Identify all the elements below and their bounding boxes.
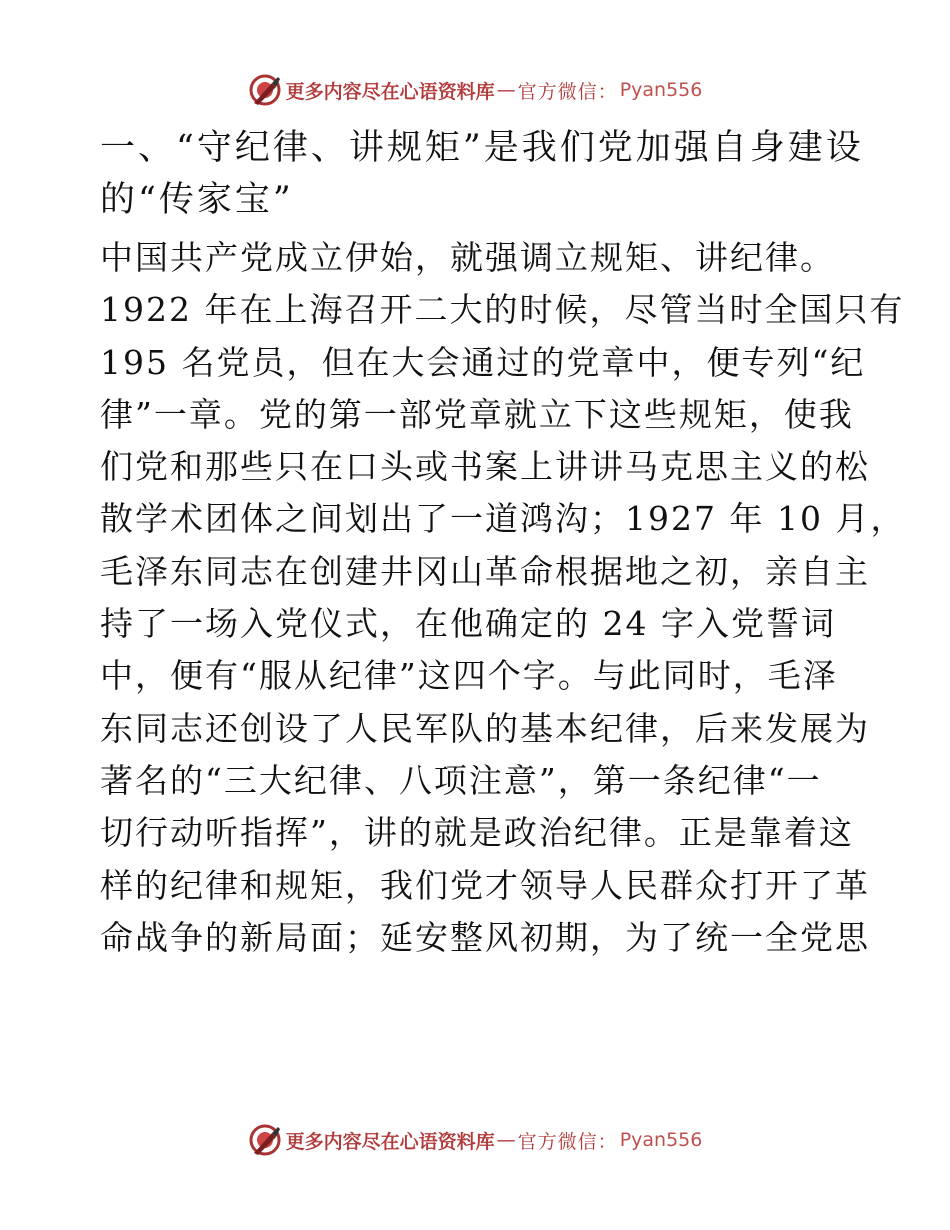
banner-wechat-label: 官方微信： xyxy=(517,80,618,103)
banner-wechat-handle: Pyan556 xyxy=(619,1129,703,1151)
pen-logo-icon xyxy=(248,1123,282,1157)
paragraph-line: 散学术团体之间划出了一道鸿沟；1927 年 10 月， xyxy=(100,499,906,539)
banner-site-name: 更多内容尽在心语资料库 xyxy=(285,80,495,103)
paragraph-line: 切行动听指挥”，讲的就是政治纪律。正是靠着这 xyxy=(100,813,854,853)
paragraph-line: 持了一场入党仪式，在他确定的 24 字入党誓词 xyxy=(100,604,836,644)
banner-wechat-label: 官方微信： xyxy=(517,1130,618,1153)
footer-watermark-banner xyxy=(0,1120,950,1160)
header-watermark-banner xyxy=(0,70,950,110)
section-heading xyxy=(100,122,864,226)
paragraph-line: 195 名党员，但在大会通过的党章中，便专列“纪 xyxy=(100,342,866,382)
paragraph-line: 东同志还创设了人民军队的基本纪律，后来发展为 xyxy=(100,708,870,748)
paragraph-line: 著名的“三大纪律、八项注意”，第一条纪律“一 xyxy=(100,760,822,800)
paragraph-line: 们党和那些只在口头或书案上讲讲马克思主义的松 xyxy=(100,447,870,487)
body-paragraph xyxy=(100,232,906,964)
banner-dash: — xyxy=(496,79,516,101)
paragraph-line: 1922 年在上海召开二大的时候，尽管当时全国只有 xyxy=(100,290,905,330)
paragraph-line: 律”一章。党的第一部党章就立下这些规矩，使我 xyxy=(100,394,854,434)
banner-site-name: 更多内容尽在心语资料库 xyxy=(285,1130,495,1153)
paragraph-line: 毛泽东同志在创建井冈山革命根据地之初，亲自主 xyxy=(100,551,870,591)
banner-wechat-handle: Pyan556 xyxy=(619,79,703,101)
heading-line: 一、“守纪律、讲规矩”是我们党加强自身建设 xyxy=(100,128,864,168)
heading-line: 的“传家宝” xyxy=(100,180,294,220)
paragraph-line: 中，便有“服从纪律”这四个字。与此同时，毛泽 xyxy=(100,656,838,696)
paragraph-line: 中国共产党成立伊始，就强调立规矩、讲纪律。 xyxy=(100,238,835,277)
paragraph-line: 样的纪律和规矩，我们党才领导人民群众打开了革 xyxy=(100,865,870,905)
paragraph-line: 命战争的新局面；延安整风初期，为了统一全党思 xyxy=(100,917,870,957)
banner-dash: — xyxy=(496,1129,516,1151)
pen-logo-icon xyxy=(248,73,282,107)
